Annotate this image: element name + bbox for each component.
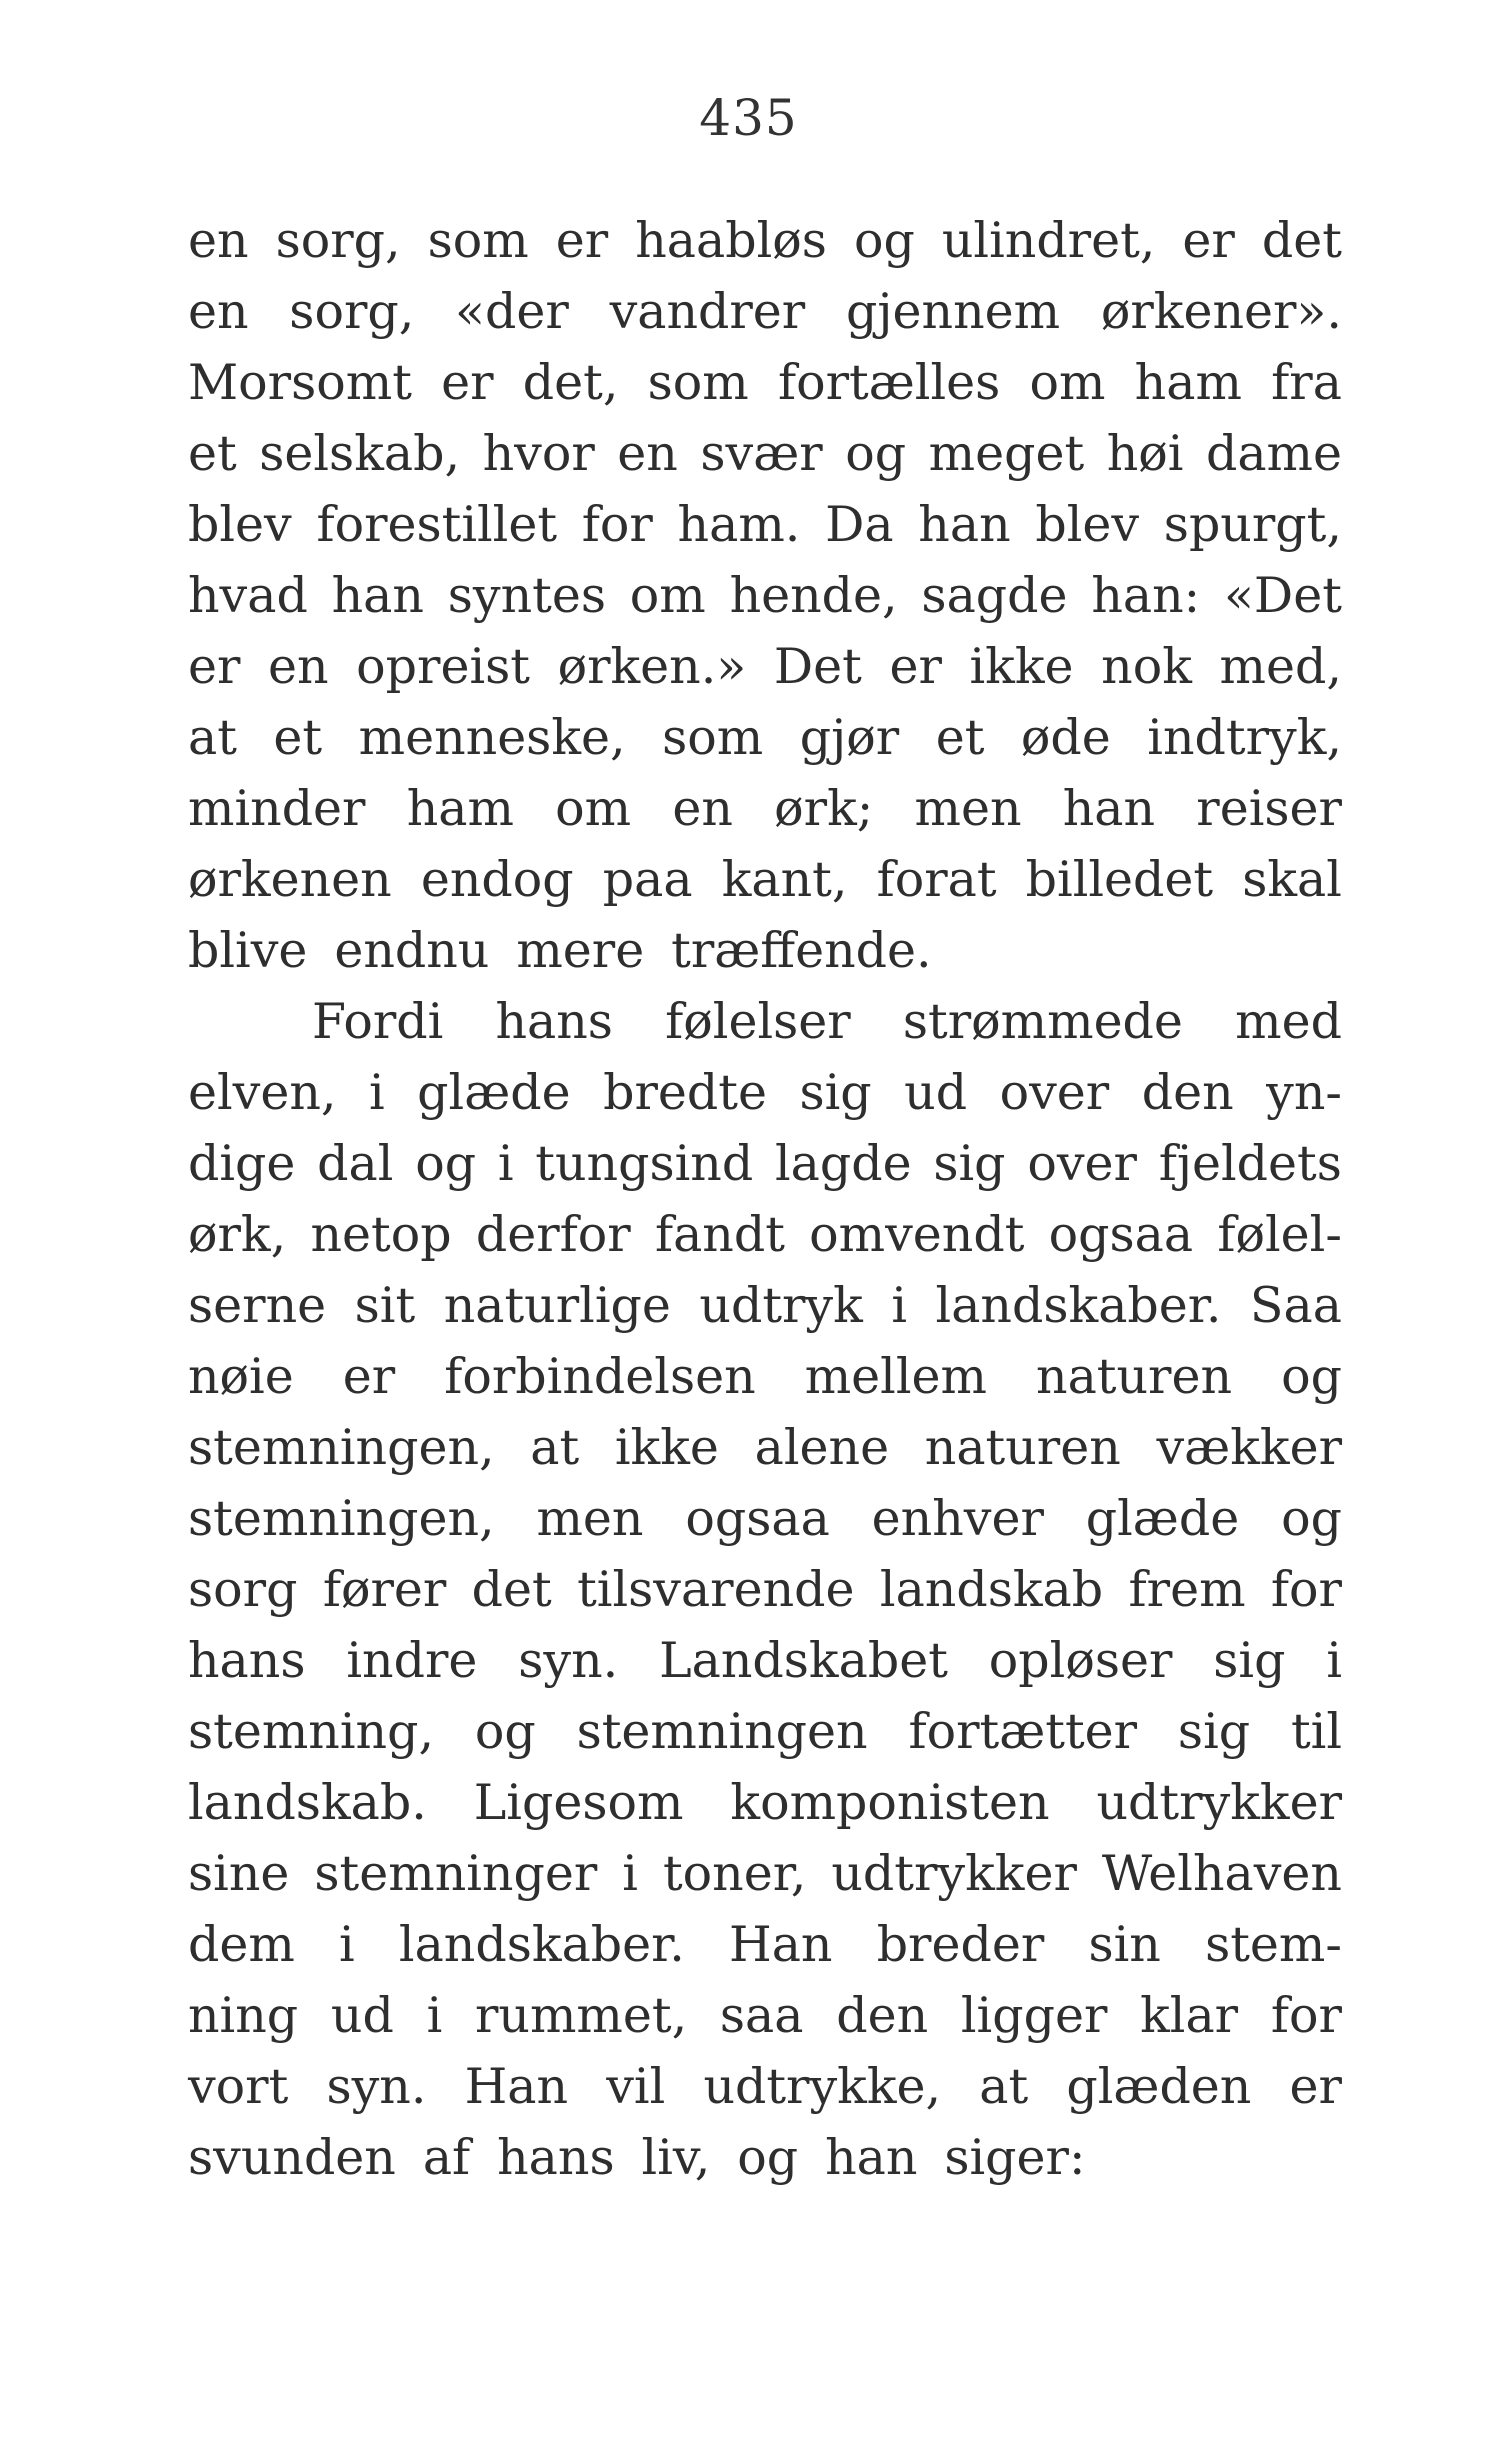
text-line [188,276,1342,347]
word: blev [188,496,292,553]
word: men [536,1490,644,1547]
word: ørkenen [188,851,392,908]
word: for [581,496,653,553]
word: at [188,709,237,766]
word: glæden [1066,2058,1252,2115]
word: følel- [1217,1206,1342,1263]
word: den [836,1987,929,2044]
word: er [441,354,494,411]
word: naturen [924,1419,1121,1476]
word: udtrykker [1096,1774,1342,1831]
word: ikke [614,1419,719,1476]
word: toner, [662,1845,807,1902]
word: sig [933,1135,1006,1192]
word: Ligesom [473,1774,684,1831]
word: over [999,1064,1110,1121]
word: opreist [356,638,530,695]
word: spurgt, [1163,496,1342,553]
word: er [342,1348,396,1405]
word: stemningen [576,1703,868,1760]
word: nøie [188,1348,294,1405]
word: ham [1134,354,1242,411]
word: ud [330,1987,394,2044]
word: blev [1035,496,1140,553]
word: over [1027,1135,1137,1192]
word: Han [464,2058,569,2115]
word: at [979,2058,1029,2115]
word: Da [825,496,894,553]
text-line [188,773,1342,844]
word: i [1326,1632,1342,1689]
word: følelser [665,993,851,1050]
text-line [188,2122,1342,2193]
word: forestillet [316,496,558,553]
word: sagde [921,567,1068,624]
word: ikke [969,638,1074,695]
word: blive [188,922,308,979]
word: han [331,567,424,624]
word: menneske, [358,709,626,766]
word: landskab. [188,1774,427,1831]
word: stemningen, [188,1490,495,1547]
word: opløser [988,1632,1173,1689]
text-line [188,1412,1342,1483]
word: vækker [1156,1419,1342,1476]
word: sig [1213,1632,1286,1689]
word: naturlige [443,1277,671,1334]
word: yn- [1266,1064,1342,1121]
word: for [1270,1987,1342,2044]
word: skal [1242,851,1342,908]
word: og [737,2129,799,2186]
word: i [622,1845,638,1902]
word: breder [876,1916,1045,1973]
word: at [530,1419,580,1476]
word: stemningen, [188,1419,495,1476]
word: frem [1128,1561,1246,1618]
word: ham. [677,496,801,553]
word: hans [495,993,613,1050]
word: reiser [1196,780,1342,837]
word: dem [188,1916,295,1973]
word: ud [904,1064,968,1121]
word: ogsaa [685,1490,830,1547]
word: indtryk, [1147,709,1342,766]
text-line [188,844,1342,915]
word: fandt [654,1206,785,1263]
text-line [188,631,1342,702]
word: i [426,1987,443,2044]
word: glæde [1085,1490,1240,1547]
word: «Det [1223,567,1342,624]
word: fører [322,1561,447,1618]
text-line [188,1980,1342,2051]
word: i [497,1135,514,1192]
word: sin [1088,1916,1161,1973]
text-line [188,1909,1342,1980]
word: Det [773,638,862,695]
text-line [188,702,1342,773]
word: ning [188,1987,299,2044]
word: dal [317,1135,394,1192]
word: udtryk [699,1277,863,1334]
text-line [188,489,1342,560]
word: med [1235,993,1342,1050]
word: udtrykke, [703,2058,942,2115]
word: nok [1101,638,1192,695]
word: alene [754,1419,890,1476]
word: i [339,1916,355,1973]
word: «der [455,283,569,340]
word: stemninger [314,1845,598,1902]
text-line [188,1128,1342,1199]
word: ørkener». [1100,283,1342,340]
word: er [555,212,609,269]
word: liv, [641,2129,711,2186]
body-text [188,205,1342,2193]
word: men [914,780,1022,837]
word: komponisten [730,1774,1050,1831]
word: et [188,425,237,482]
text-line [188,2051,1342,2122]
word: en [617,425,678,482]
text-line [188,1696,1342,1767]
word: det, [522,354,619,411]
word: en [188,212,249,269]
word: mellem [804,1348,987,1405]
word: en [188,283,249,340]
word: gjør [799,709,900,766]
word: er [188,638,241,695]
text-line [188,1625,1342,1696]
text-line [188,1341,1342,1412]
word: hvor [482,425,595,482]
word: træffende. [671,922,932,979]
word: sorg, [275,212,401,269]
word: udtrykker [831,1845,1077,1902]
word: og [853,212,915,269]
word: stemning, [188,1703,435,1760]
word: landskaber. [398,1916,685,1973]
word: paa [602,851,693,908]
word: et [935,709,985,766]
word: vandrer [609,283,806,340]
word: rummet, [474,1987,688,2044]
word: og [1281,1348,1342,1405]
word: lagde [774,1135,912,1192]
word: en [672,780,733,837]
word: fortælles [777,354,1001,411]
word: for [1270,1561,1342,1618]
word: mere [516,922,645,979]
word: Landskabet [659,1632,948,1689]
word: og [845,425,907,482]
word: han [1062,780,1156,837]
word: endog [420,851,574,908]
word: vort [188,2058,289,2115]
word: forat [876,851,997,908]
word: selskab, [259,425,461,482]
word: ørk; [774,780,874,837]
word: han [918,496,1011,553]
word: ligger [960,1987,1108,2044]
word: sit [354,1277,416,1334]
word: og [415,1135,477,1192]
text-line [188,1270,1342,1341]
word: minder [188,780,366,837]
word: hende, [729,567,898,624]
text-line [188,1838,1342,1909]
word: et [273,709,323,766]
word: landskaber. [935,1277,1222,1334]
word: siger: [944,2129,1086,2186]
word: forbindelsen [444,1348,756,1405]
text-line [188,560,1342,631]
text-line [188,1057,1342,1128]
word: meget [928,425,1085,482]
word: derfor [475,1206,631,1263]
word: til [1290,1703,1342,1760]
text-line [188,347,1342,418]
word: netop [310,1206,452,1263]
word: omvendt [809,1206,1025,1263]
word: hvad [188,567,308,624]
page-number: 435 [699,89,798,147]
word: sig [1177,1703,1251,1760]
word: saa [719,1987,804,2044]
word: om [629,567,706,624]
word: vil [606,2058,666,2115]
word: bredte [603,1064,767,1121]
word: om [1029,354,1106,411]
word: som [662,709,764,766]
word: hans [497,2129,615,2186]
word: elven, [188,1064,337,1121]
word: dame [1205,425,1342,482]
word: en [268,638,329,695]
word: klar [1140,1987,1239,2044]
word: enhver [871,1490,1044,1547]
text-line [188,986,1342,1057]
word: dige [188,1135,296,1192]
word: glæde [417,1064,571,1121]
text-line [188,1483,1342,1554]
word: han: [1091,567,1201,624]
word: syn. [518,1632,619,1689]
word: syn. [326,2058,427,2115]
word: kant, [721,851,848,908]
word: serne [188,1277,327,1334]
word: fortætter [908,1703,1138,1760]
word: han [825,2129,918,2186]
word: fjeldets [1158,1135,1342,1192]
text-line [188,915,1342,986]
word: gjennem [845,283,1061,340]
word: er [889,638,942,695]
word: ogsaa [1048,1206,1194,1263]
word: det [471,1561,552,1618]
word: ørken.» [557,638,747,695]
word: naturen [1036,1348,1233,1405]
word: den [1141,1064,1234,1121]
word: indre [346,1632,478,1689]
text-line [188,1767,1342,1838]
word: som [427,212,529,269]
word: hans [188,1632,306,1689]
word: haabløs [635,212,827,269]
text-line [188,418,1342,489]
word: Han [728,1916,833,1973]
word: og [1281,1490,1342,1547]
word: sig [799,1064,872,1121]
word: det [1261,212,1342,269]
text-line [188,1199,1342,1270]
word: fra [1271,354,1342,411]
word: er [1182,212,1235,269]
word: af [422,2129,471,2186]
word: i [368,1064,385,1121]
word: øde [1020,709,1111,766]
word: i [891,1277,908,1334]
word: høi [1106,425,1184,482]
word: sine [188,1845,290,1902]
word: stem- [1205,1916,1342,1973]
word: med, [1219,638,1342,695]
word: sorg, [289,283,415,340]
word: syntes [447,567,606,624]
word: ulindret, [941,212,1156,269]
word: Welhaven [1101,1845,1342,1902]
word: landskab [879,1561,1104,1618]
text-line [188,205,1342,276]
word: billedet [1025,851,1214,908]
word: tungsind [535,1135,754,1192]
word: endnu [334,922,490,979]
word: er [1289,2058,1342,2115]
word: Saa [1249,1277,1342,1334]
word: som [647,354,749,411]
word: om [555,780,632,837]
word: sorg [188,1561,298,1618]
word: og [474,1703,536,1760]
word: tilsvarende [577,1561,855,1618]
text-line [188,1554,1342,1625]
word: ørk, [188,1206,287,1263]
word: strømmede [902,993,1183,1050]
word: Fordi [312,993,444,1050]
word: svunden [188,2129,396,2186]
word: Morsomt [188,354,412,411]
word: ham [406,780,514,837]
word: svær [700,425,823,482]
